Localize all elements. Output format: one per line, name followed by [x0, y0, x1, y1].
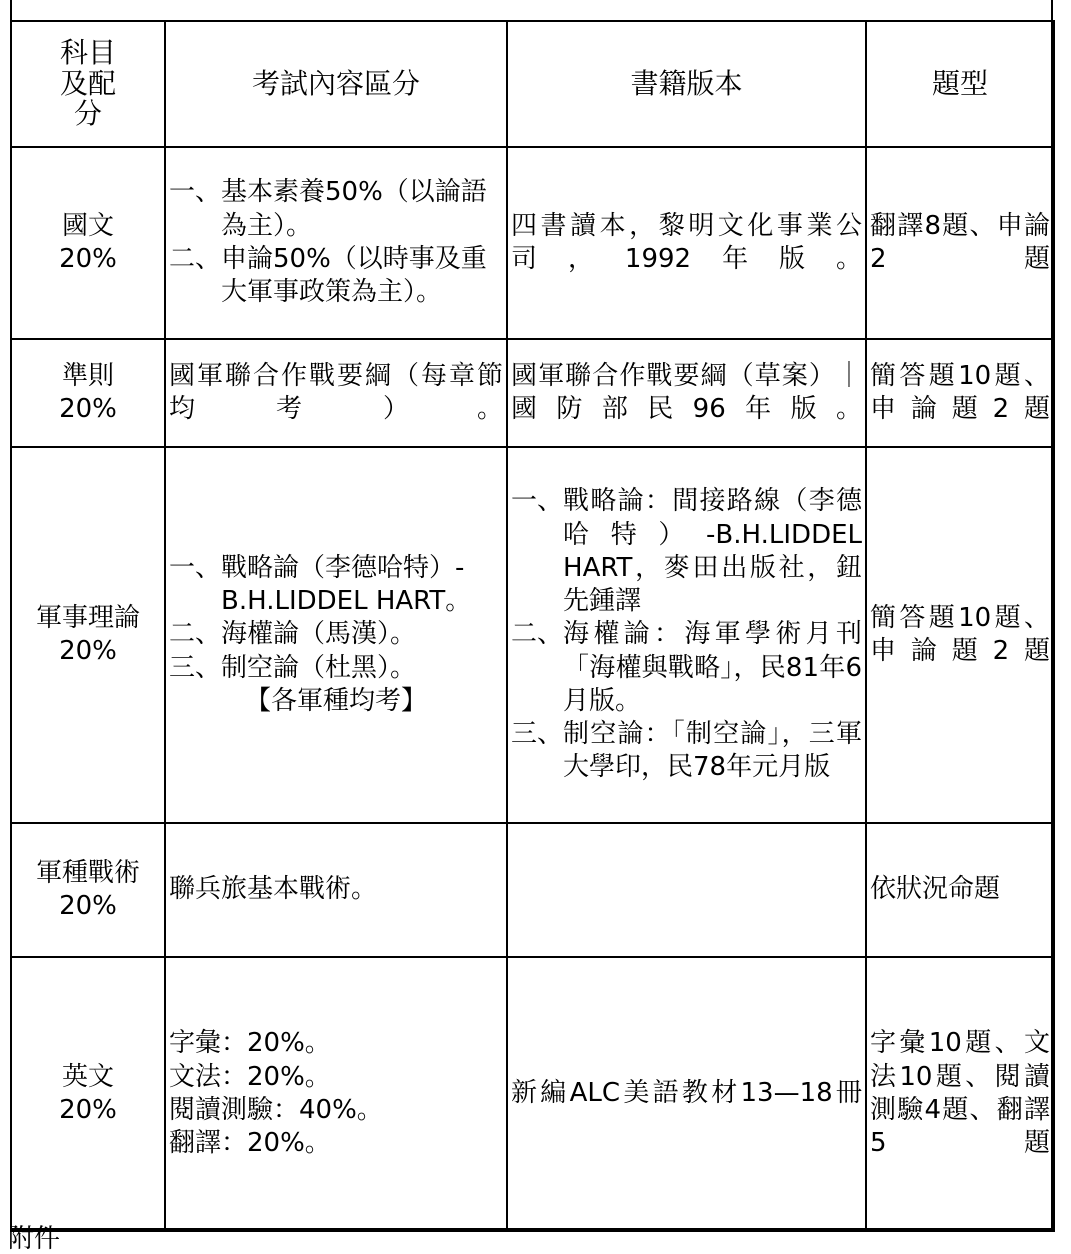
- list-item: [169, 176, 503, 243]
- list-item: [169, 552, 503, 619]
- list-item: 翻譯：20%。: [169, 1128, 331, 1159]
- subject-name: 軍種戰術: [35, 857, 140, 888]
- subject-weight: 20%: [59, 394, 117, 424]
- type-cell: 依狀況命題: [866, 823, 1054, 957]
- type-cell: 字彙10題、文法10題、閱讀測驗4題、翻譯5題: [866, 957, 1054, 1231]
- list-text: 制空論（杜黑）。: [221, 652, 417, 683]
- type-cell: 翻譯8題、申論2題: [866, 147, 1054, 339]
- list-text: 戰略論（李德哈特）-B.H.LIDDEL HART。: [221, 552, 472, 617]
- list-text: 申論50%（以時事及重大軍事政策為主）。: [221, 244, 487, 308]
- header-subject: 科目 及配 分: [11, 21, 165, 147]
- list-item: 閱讀測驗：40%。: [169, 1095, 383, 1125]
- books-cell: 國軍聯合作戰要綱（草案）｜國防部民96年版。: [507, 339, 866, 447]
- list-item: [169, 652, 503, 685]
- list-item: [169, 618, 503, 651]
- type-cell: 簡答題10題、申論題2題: [866, 339, 1054, 447]
- list-item: 文法：20%。: [169, 1061, 331, 1092]
- content-cell: [165, 957, 507, 1231]
- subject-cell: [11, 447, 165, 823]
- subject-name: 英文: [61, 1061, 114, 1092]
- exam-table: [10, 20, 1055, 1232]
- list-number: 一、: [169, 552, 222, 583]
- header-books: 書籍版本: [507, 21, 866, 147]
- footer-label: 附件: [8, 1224, 61, 1254]
- subject-weight: 20%: [59, 1095, 117, 1125]
- content-note: 【各軍種均考】: [244, 685, 427, 716]
- table-row: [11, 339, 1054, 447]
- list-text: 海權論：海軍學術月刊「海權與戰略」，民81年6月版。: [563, 619, 862, 716]
- books-cell: 新編ALC美語教材13—18冊: [507, 957, 866, 1231]
- subject-weight: 20%: [59, 244, 117, 274]
- subject-cell: [11, 957, 165, 1231]
- subject-cell: [11, 823, 165, 957]
- list-number: 二、: [169, 244, 222, 274]
- subject-weight: 20%: [59, 636, 117, 666]
- list-item: [511, 718, 862, 785]
- content-cell: [165, 147, 507, 339]
- list-number: 二、: [511, 619, 564, 650]
- content-cell: 聯兵旅基本戰術。: [165, 823, 507, 957]
- list-item: [169, 243, 503, 310]
- subject-name: 準則: [61, 360, 114, 391]
- books-cell: 四書讀本，黎明文化事業公司，1992年版。: [507, 147, 866, 339]
- list-number: 一、: [511, 486, 564, 517]
- list-text: 海權論（馬漢）。: [221, 619, 417, 650]
- header-content: 考試內容區分: [165, 21, 507, 147]
- type-cell: 簡答題10題、申論題2題: [866, 447, 1054, 823]
- subject-name: 軍事理論: [35, 602, 140, 633]
- content-cell: 國軍聯合作戰要綱（每章節均考）。: [165, 339, 507, 447]
- list-item: [511, 485, 862, 618]
- list-item: [511, 618, 862, 718]
- list-text: 基本素養50%（以論語為主）。: [221, 177, 487, 241]
- table-row: [11, 957, 1054, 1231]
- books-cell: [507, 447, 866, 823]
- table-row: [11, 823, 1054, 957]
- list-number: 三、: [169, 652, 222, 683]
- list-item: 字彙：20%。: [169, 1028, 331, 1059]
- content-cell: [165, 447, 507, 823]
- list-text: 制空論：「制空論」，三軍大學印，民78年元月版: [563, 719, 862, 783]
- subject-cell: [11, 147, 165, 339]
- books-cell: [507, 823, 866, 957]
- subject-name: 國文: [61, 210, 114, 241]
- table-row: [11, 447, 1054, 823]
- subject-cell: [11, 339, 165, 447]
- list-number: 一、: [169, 177, 222, 208]
- header-type: 題型: [866, 21, 1054, 147]
- list-text: 戰略論：間接路線（李德哈特）-B.H.LIDDEL HART，麥田出版社，鈕先鍾譯: [563, 486, 862, 617]
- subject-weight: 20%: [59, 891, 117, 921]
- table-row: [11, 147, 1054, 339]
- header-row: [11, 21, 1054, 147]
- list-number: 三、: [511, 719, 564, 750]
- list-number: 二、: [169, 619, 222, 650]
